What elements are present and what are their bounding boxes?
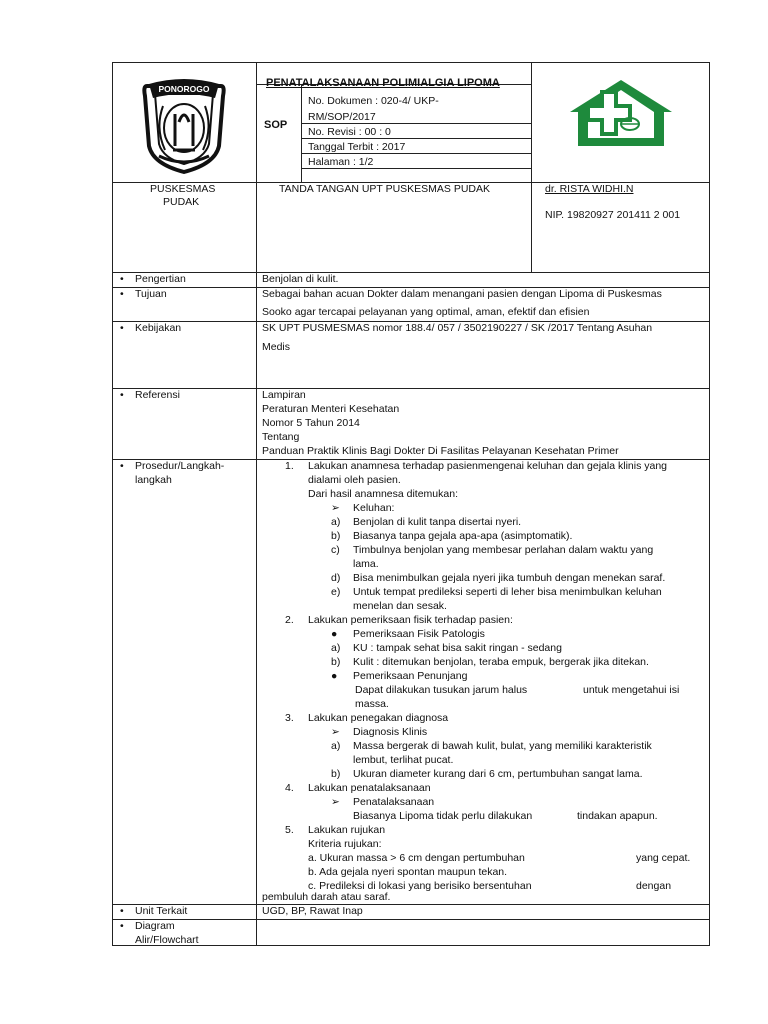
label-diagram-2: Alir/Flowchart — [135, 934, 199, 946]
arrow-bullet-icon: ➢ — [331, 726, 340, 738]
text-tujuan-1: Sebagai bahan acuan Dokter dalam menangani pasien dengan Lipoma di Puskesmas — [262, 288, 662, 300]
text-tujuan-2: Sooko agar tercapai pelayanan yang optimal, aman, efektif dan efisien — [262, 306, 590, 318]
step-line: Benjolan di kulit tanpa disertai nyeri. — [353, 516, 522, 528]
ref-line: Nomor 5 Tahun 2014 — [262, 417, 360, 429]
step-line: tindakan apapun. — [577, 810, 658, 822]
step-line: Dari hasil anamnesa ditemukan: — [308, 488, 458, 500]
label-referensi: Referensi — [135, 389, 180, 401]
step-line: Biasanya tanpa gejala apa-apa (asimptomatik). — [353, 530, 573, 542]
step-line: Keluhan: — [353, 502, 395, 514]
step-line: a. Ukuran massa > 6 cm dengan pertumbuhan — [308, 852, 525, 864]
page-number: Halaman : 1/2 — [308, 156, 374, 168]
step-marker: 3. — [285, 712, 294, 724]
hline-unit — [113, 919, 710, 920]
step-line: Lakukan anamnesa terhadap pasienmengenai keluhan dan gejala klinis yang — [308, 460, 668, 472]
bullet-icon: • — [120, 389, 124, 401]
text-pengertian: Benjolan di kulit. — [262, 273, 339, 285]
step-line: pembuluh darah atau saraf. — [262, 891, 391, 903]
step-line: Lakukan pemeriksaan fisik terhadap pasien: — [308, 614, 513, 626]
step-marker: 4. — [285, 782, 294, 794]
step-line: Timbulnya benjolan yang membesar perlahan dalam waktu yang — [353, 544, 654, 556]
col-divider-right — [531, 63, 532, 272]
ref-line: Lampiran — [262, 389, 306, 401]
step-line: KU : tampak sehat bisa sakit ringan - sedang — [353, 642, 562, 654]
sop-document — [112, 62, 710, 946]
round-bullet-icon: ● — [331, 628, 338, 640]
regency-emblem-icon — [135, 76, 233, 174]
bullet-icon: • — [120, 460, 124, 472]
step-line: massa. — [355, 698, 389, 710]
arrow-bullet-icon: ➢ — [331, 796, 340, 808]
puskesmas-label-2: PUDAK — [163, 196, 200, 208]
step-marker: b) — [331, 656, 341, 668]
step-line: untuk mengetahui isi — [583, 684, 680, 696]
step-line: Lakukan penatalaksanaan — [308, 782, 431, 794]
step-line: Lakukan penegakan diagnosa — [308, 712, 449, 724]
step-marker: e) — [331, 586, 341, 598]
step-line: Lakukan rujukan — [308, 824, 386, 836]
emblem-lettering: PONOROGO — [158, 84, 210, 94]
step-line: Diagnosis Klinis — [353, 726, 428, 738]
arrow-bullet-icon: ➢ — [331, 502, 340, 514]
step-line: Dapat dilakukan tusukan jarum halus — [355, 684, 528, 696]
round-bullet-icon: ● — [331, 670, 338, 682]
label-prosedur-1: Prosedur/Langkah- — [135, 460, 225, 472]
hline-prosedur — [113, 904, 710, 905]
step-line: Kulit : ditemukan benjolan, teraba empuk, bergerak jika ditekan. — [353, 656, 649, 668]
signature-label: TANDA TANGAN UPT PUSKESMAS PUDAK — [279, 183, 491, 195]
label-unit: Unit Terkait — [135, 905, 188, 917]
doctor-nip: NIP. 19820927 201411 2 001 — [545, 209, 681, 221]
step-line: Kriteria rujukan: — [308, 838, 382, 850]
step-line: lama. — [353, 558, 379, 570]
issue-date: Tanggal Terbit : 2017 — [308, 141, 406, 153]
step-line: lembut, terlihat pucat. — [353, 754, 454, 766]
bullet-icon: • — [120, 920, 124, 932]
step-marker: b) — [331, 768, 341, 780]
step-line: Massa bergerak di bawah kulit, bulat, yang memiliki karakteristik — [353, 740, 652, 752]
text-kebijakan-1: SK UPT PUSMESMAS nomor 188.4/ 057 / 3502190227 / SK /2017 Tentang Asuhan — [262, 322, 653, 334]
sop-title: PENATALAKSANAAN POLIMIALGIA LIPOMA — [266, 77, 500, 89]
ref-line: Peraturan Menteri Kesehatan — [262, 403, 400, 415]
hline-sign — [113, 272, 710, 273]
step-line: Untuk tempat predileksi seperti di leher bisa menimbulkan keluhan — [353, 586, 662, 598]
step-line: Penatalaksanaan — [353, 796, 435, 808]
doctor-name: dr. RISTA WIDHI.N — [545, 183, 634, 195]
step-marker: 1. — [285, 460, 294, 472]
label-diagram-1: Diagram — [135, 920, 175, 932]
step-line: c. Predileksi di lokasi yang berisiko bersentuhan — [308, 880, 532, 892]
ref-line: Tentang — [262, 431, 300, 443]
step-marker: d) — [331, 572, 341, 584]
bullet-icon: • — [120, 905, 124, 917]
col-divider-1 — [256, 63, 257, 946]
step-line: b. Ada gejala nyeri spontan maupun tekan. — [308, 866, 508, 878]
step-marker: 2. — [285, 614, 294, 626]
doc-number-line2: RM/SOP/2017 — [308, 111, 376, 123]
sop-label: SOP — [264, 119, 288, 131]
step-marker: 5. — [285, 824, 294, 836]
step-line: dengan — [636, 880, 672, 892]
text-unit: UGD, BP, Rawat Inap — [262, 905, 363, 917]
ref-line: Panduan Praktik Klinis Bagi Dokter Di Fasilitas Pelayanan Kesehatan Primer — [262, 445, 619, 457]
step-marker: a) — [331, 642, 341, 654]
revision-number: No. Revisi : 00 : 0 — [308, 126, 391, 138]
step-line: dialami oleh pasien. — [308, 474, 401, 486]
step-line: Bisa menimbulkan gejala nyeri jika tumbuh dengan menekan saraf. — [353, 572, 666, 584]
label-pengertian: Pengertian — [135, 273, 186, 285]
puskesmas-logo-icon — [568, 78, 674, 148]
step-marker: a) — [331, 740, 341, 752]
puskesmas-label-1: PUSKESMAS — [150, 183, 216, 195]
label-prosedur-2: langkah — [135, 474, 172, 486]
step-marker: b) — [331, 530, 341, 542]
bullet-icon: • — [120, 322, 124, 334]
label-kebijakan: Kebijakan — [135, 322, 182, 334]
doc-number-line1: No. Dokumen : 020-4/ UKP- — [308, 95, 439, 107]
text-kebijakan-2: Medis — [262, 341, 291, 353]
bullet-icon: • — [120, 288, 124, 300]
step-line: Ukuran diameter kurang dari 6 cm, pertumbuhan sangat lama. — [353, 768, 643, 780]
step-line: menelan dan sesak. — [353, 600, 447, 612]
step-marker: a) — [331, 516, 341, 528]
bullet-icon: • — [120, 273, 124, 285]
label-tujuan: Tujuan — [135, 288, 167, 300]
step-line: Pemeriksaan Fisik Patologis — [353, 628, 485, 640]
step-line: Biasanya Lipoma tidak perlu dilakukan — [353, 810, 533, 822]
step-marker: c) — [331, 544, 340, 556]
hline-kebijakan — [113, 388, 710, 389]
step-line: Pemeriksaan Penunjang — [353, 670, 468, 682]
step-line: yang cepat. — [636, 852, 691, 864]
